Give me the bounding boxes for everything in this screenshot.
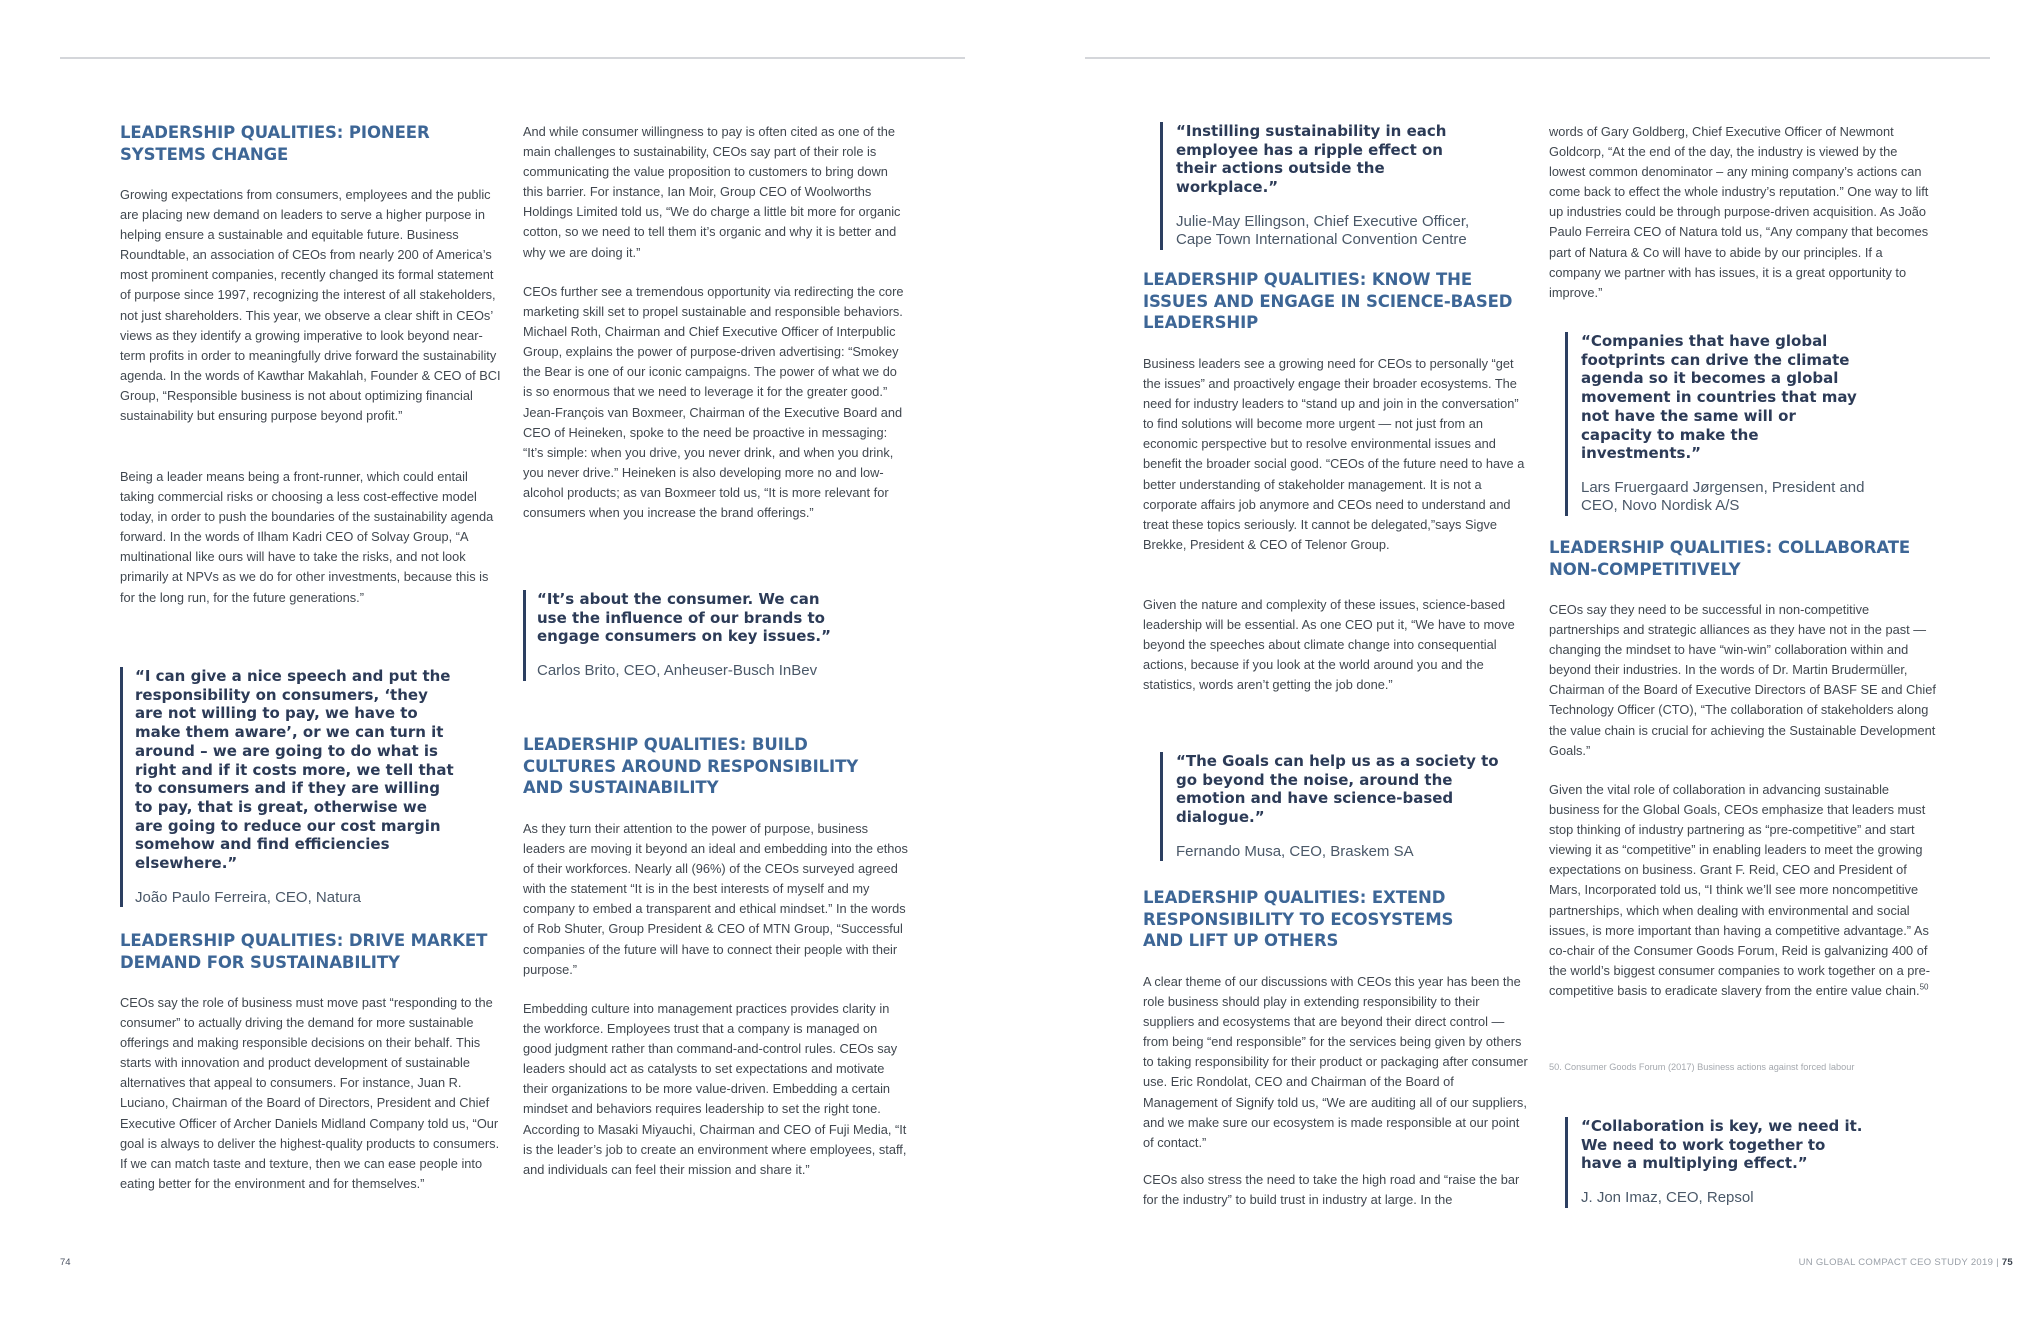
page-number-right: 75 bbox=[2001, 1257, 2013, 1268]
paragraph bbox=[1549, 780, 1937, 1001]
quote-text: “Instilling sustainability in each employee has a ripple effect on their actions outside the workplace.” bbox=[1176, 122, 1447, 197]
left-page-column-2 bbox=[523, 122, 909, 1232]
paragraph: Being a leader means being a front-runner, which could entail taking commercial risks or choosing a less cost-effective model today, in order to push the boundaries of the sustainability agenda forward. In the words of Ilham Kadri CEO of Solvay Group, “A multinational like ours will have to take the risks, and not look primarily at NPVs as we do for other investments, because this is for the long run, for the future generations.” bbox=[120, 469, 494, 605]
right-page-column-2 bbox=[1549, 122, 1937, 1232]
footer-separator: | bbox=[1993, 1257, 2002, 1268]
section-heading-collaborate: LEADERSHIP QUALITIES: COLLABORATE NON-COMPETITIVELY bbox=[1549, 538, 1911, 579]
pull-quote bbox=[1160, 752, 1506, 861]
quote-text: “Collaboration is key, we need it. We need to work together to have a multiplying effect.” bbox=[1581, 1117, 1863, 1173]
pull-quote bbox=[1160, 122, 1486, 250]
footer-title bbox=[1799, 1257, 2013, 1268]
section-heading-know-the-issues: LEADERSHIP QUALITIES: KNOW THE ISSUES AND ENGAGE IN SCIENCE-BASED LEADERSHIP bbox=[1143, 270, 1513, 332]
right-page-column-1 bbox=[1143, 122, 1530, 1232]
page-number-left: 74 bbox=[60, 1257, 71, 1268]
section-heading-build-cultures: LEADERSHIP QUALITIES: BUILD CULTURES AROUND RESPONSIBILITY AND SUSTAINABILITY bbox=[523, 735, 859, 797]
quote-text: “I can give a nice speech and put the responsibility on consumers, ‘they are not willing to pay, we have to make them aware’, or we can turn it around – we are going to do what is right and if it costs more, we tell that to consumers and if they are willing to pay, that is great, otherwise we are going to reduce our cost margin somehow and find efficiencies elsewhere.” bbox=[135, 667, 454, 873]
footnote-reference: 50 bbox=[1919, 982, 1929, 992]
pull-quote bbox=[1565, 1117, 1871, 1208]
paragraph: CEOs say they need to be successful in non-competitive partnerships and strategic alliances as they have not in the past — changing the mindset to have “win-win” collaboration within and beyond their industries. In the words of Dr. Martin Brudermüller, Chairman of the Board of Executive Directors of BASF SE and Chief Technology Officer (CTO), “The collaboration of stakeholders along the value chain is crucial for achieving the Sustainable Development Goals.” bbox=[1549, 602, 1936, 758]
top-rule-right bbox=[1085, 57, 1990, 59]
quote-author: Lars Fruergaard Jørgensen, President and CEO, Novo Nordisk A/S bbox=[1581, 478, 1865, 515]
section-heading-pioneer: LEADERSHIP QUALITIES: PIONEER SYSTEMS CHANGE bbox=[120, 123, 430, 164]
left-page-column-1 bbox=[120, 122, 504, 1232]
footnote: 50. Consumer Goods Forum (2017) Business actions against forced labour bbox=[1549, 1062, 1855, 1072]
paragraph: Given the nature and complexity of these issues, science-based leadership will be essential. As one CEO put it, “We have to move beyond the speeches about climate change into consequential actions, because if you look at the world around you and the statistics, words aren’t getting the job done.” bbox=[1143, 597, 1515, 693]
paragraph-text: Given the vital role of collaboration in advancing sustainable business for the Global Goals, CEOs emphasize that leaders must stop thinking of industry partnering as “pre-competitive” and start viewing it as “competitive” in enabling leaders to meet the growing expectations on business. Grant F. Reid, CEO and President of Mars, Incorporated told us, “I think we’ll see more noncompetitive partnerships, which when dealing with environmental and social issues, is more important than having a competitive advantage.” As co-chair of the Consumer Goods Forum, Reid is galvanizing 400 of the world’s biggest consumer companies to work together on a pre-competitive basis to eradicate slavery from the entire value chain. bbox=[1549, 782, 1931, 998]
pull-quote bbox=[523, 590, 837, 681]
paragraph: Business leaders see a growing need for CEOs to personally “get the issues” and proactively engage their broader ecosystems. The need for industry leaders to “stand up and join in the conversation” to find solutions will become more urgent — not just from an economic perspective but to resolve environmental issues and benefit the broader social good. “CEOs of the future need to have a better understanding of stakeholder management. It is not a corporate affairs job anymore and CEOs need to understand and treat these topics seriously. It cannot be delegated,”says Sigve Brekke, President & CEO of Telenor Group. bbox=[1143, 356, 1525, 552]
paragraph: Growing expectations from consumers, employees and the public are placing new demand on leaders to serve a higher purpose in helping ensure a sustainable and equitable future. Business Roundtable, an association of CEOs from nearly 200 of America’s most prominent companies, recently changed its formal statement of purpose since 1997, recognizing the interest of all stakeholders, not just shareholders. This year, we observe a clear shift in CEOs’ views as they identify a growing imperative to look beyond near-term profits in order to meaningfully drive forward the sustainability agenda. In the words of Kawthar Makahlah, Founder & CEO of BCI Group, “Responsible business is not about optimizing financial sustainability but ensuring purpose beyond profit.” bbox=[120, 187, 501, 424]
paragraph: CEOs also stress the need to take the high road and “raise the bar for the industry” to build trust in industry at large. In the bbox=[1143, 1172, 1520, 1208]
paragraph: words of Gary Goldberg, Chief Executive Officer of Newmont Goldcorp, “At the end of the day, the industry is viewed by the lowest common denominator – any mining company’s actions can come back to effect the whole industry’s reputation.” One way to lift up industries could be through purpose-driven acquisition. As João Paulo Ferreira CEO of Natura told us, “Any company that becomes part of Natura & Co will have to abide by our principles. If a company we partner with has issues, it is a great opportunity to improve.” bbox=[1549, 124, 1929, 300]
paragraph: A clear theme of our discussions with CEOs this year has been the role business should play in extending responsibility to their suppliers and ecosystems that are beyond their direct control — from being “end responsible” for the services being given by others to taking responsibility for their product or packaging after consumer use. Eric Rondolat, CEO and Chairman of the Board of Management of Signify told us, “We are auditing all of our suppliers, and we make sure our ecosystem is made responsible at our point of contact.” bbox=[1143, 974, 1528, 1150]
quote-text: “The Goals can help us as a society to go beyond the noise, around the emotion and have science-based dialogue.” bbox=[1176, 752, 1499, 827]
pull-quote bbox=[120, 667, 455, 907]
paragraph: CEOs further see a tremendous opportunity via redirecting the core marketing skill set to propel sustainable and responsible behaviors. Michael Roth, Chairman and Chief Executive Officer of Interpublic Group, explains the power of purpose-driven advertising: “Smokey the Bear is one of our iconic campaigns. The power of what we do is so enormous that we need to leverage it for the greater good.” Jean-François van Boxmeer, Chairman of the Executive Board and CEO of Heineken, spoke to the need be proactive in messaging: “It’s simple: when you drive, you never drink, and when you drink, you never drive.” Heineken is also developing more no and low-alcohol products; as van Boxmeer told us, “It is more relevant for consumers when you increase the brand offerings.” bbox=[523, 284, 904, 521]
publication-title: UN GLOBAL COMPACT CEO STUDY 2019 bbox=[1798, 1257, 1994, 1268]
quote-text: “Companies that have global footprints can drive the climate agenda so it becomes a global movement in countries that may not have the same will or capacity to make the investments.” bbox=[1581, 332, 1857, 463]
quote-author: J. Jon Imaz, CEO, Repsol bbox=[1581, 1189, 1754, 1207]
quote-author: Carlos Brito, CEO, Anheuser-Busch InBev bbox=[537, 662, 818, 680]
paragraph: CEOs say the role of business must move past “responding to the consumer” to actually driving the demand for more sustainable offerings and making responsible decisions on their behalf. This starts with innovation and product development of sustainable alternatives that appeal to consumers. For instance, Juan R. Luciano, Chairman of the Board of Directors, President and Chief Executive Officer of Archer Daniels Midland Company told us, “Our goal is always to deliver the highest-quality products to consumers. If we can match taste and texture, then we can ease people into eating better for the environment and for themselves.” bbox=[120, 995, 500, 1191]
top-rule-left bbox=[60, 57, 965, 59]
section-heading-extend-responsibility: LEADERSHIP QUALITIES: EXTEND RESPONSIBILITY TO ECOSYSTEMS AND LIFT UP OTHERS bbox=[1143, 888, 1454, 950]
quote-text: “It’s about the consumer. We can use the influence of our brands to engage consumers on key issues.” bbox=[537, 590, 831, 646]
pull-quote bbox=[1565, 332, 1871, 516]
paragraph: As they turn their attention to the power of purpose, business leaders are moving it beyond an ideal and embedding into the ethos of their workforces. Nearly all (96%) of the CEOs surveyed agreed with the statement “It is in the best interests of myself and my company to embed a transparent and ethical mindset.” In the words of Rob Shuter, Group President & CEO of MTN Group, “Successful companies of the future will have to connect their people with their purpose.” bbox=[523, 821, 908, 977]
paragraph: Embedding culture into management practices provides clarity in the workforce. Employees trust that a company is managed on good judgment rather than command-and-control rules. CEOs say leaders should act as catalysts to set expectations and motivate their organizations to be more value-driven. Embedding a certain mindset and behaviors requires leadership to set the right tone. According to Masaki Miyauchi, Chairman and CEO of Fuji Media, “It is the leader’s job to create an environment where employees, staff, and individuals can feel their mission and share it.” bbox=[523, 1001, 907, 1177]
quote-author: Fernando Musa, CEO, Braskem SA bbox=[1176, 842, 1414, 860]
paragraph: And while consumer willingness to pay is often cited as one of the main challenges to sustainability, CEOs say part of their role is communicating the value proposition to customers to bring down this barrier. For instance, Ian Moir, Group CEO of Woolworths Holdings Limited told us, “We do charge a little bit more for organic cotton, so we need to tell them it’s organic and why it is better and why we are doing it.” bbox=[523, 124, 901, 260]
quote-author: João Paulo Ferreira, CEO, Natura bbox=[135, 888, 361, 906]
quote-author: Julie-May Ellingson, Chief Executive Officer, Cape Town International Convention Centre bbox=[1176, 212, 1470, 249]
section-heading-drive-market: LEADERSHIP QUALITIES: DRIVE MARKET DEMAND FOR SUSTAINABILITY bbox=[120, 931, 488, 972]
